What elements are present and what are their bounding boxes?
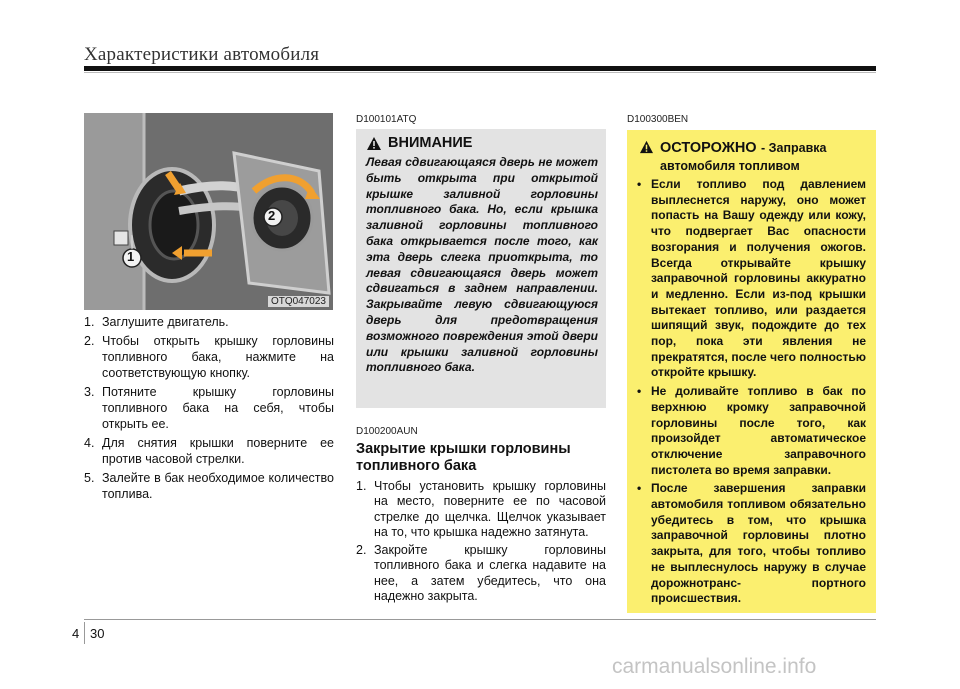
- caution-heading: [637, 139, 866, 173]
- closing-code: D100200AUN: [356, 426, 418, 437]
- list-item: [84, 435, 334, 467]
- warning-triangle-icon: [366, 136, 382, 151]
- warning-title: ВНИМАНИЕ: [388, 135, 473, 151]
- warning-triangle-icon: [639, 140, 654, 154]
- step-text: Закройте крышку горловины топливного бака и слегка надавите на нее, а затем убедитесь, что она надежно закрыта.: [374, 543, 606, 604]
- bullet-text: Не доливайте топливо в бак по верхнюю кромку заправочной горловины после того, как произойдет автоматическое отключение заправочного пистолета во время заправки.: [651, 384, 866, 477]
- photo-code: OTQ047023: [268, 296, 329, 307]
- list-item: [84, 314, 334, 330]
- bullet-text: Если топливо под давлением выплеснется наружу, оно может попасть на Вашу одежду или кожу, что подвергает Вас опасности возгорания и получения ожогов. Всегда открывайте крышку заправочной горловины аккуратно и медленно. Если из-под крышки вытекает топливо, или раздается шипящий звук, подождите до тех пор, пока эти явления не прекратятся, после чего полностью откройте крышку.: [651, 177, 866, 380]
- step-text: Потяните крышку горловины топливного бака на себя, чтобы открыть ее.: [102, 385, 334, 431]
- list-item: [84, 384, 334, 432]
- closing-steps-list: [356, 479, 606, 607]
- list-item: [356, 543, 606, 604]
- list-item: [84, 470, 334, 502]
- step-number: 5.: [84, 471, 95, 485]
- step-text: Чтобы установить крышку горловины на место, поверните ее по часовой стрелке до щелчка. Щелчок указывает на то, что крышка надежно затянута.: [374, 479, 606, 539]
- header-rule: [84, 66, 876, 71]
- step-text: Чтобы открыть крышку горловины топливного бака, нажмите на соответствующую кнопку.: [102, 334, 334, 380]
- caution-box: [627, 130, 876, 613]
- bullet-dot: •: [637, 384, 642, 399]
- step-number: 3.: [84, 385, 95, 399]
- footer-divider: [84, 622, 85, 644]
- warning-box: [356, 129, 606, 408]
- list-item: [637, 481, 866, 607]
- step-text: Залейте в бак необходимое количество топлива.: [102, 471, 334, 501]
- page-header-title: Характеристики автомобиля: [84, 44, 320, 65]
- page-number: 30: [90, 626, 105, 641]
- list-item: [84, 333, 334, 381]
- callout-1-label: 1: [127, 249, 135, 264]
- callout-2-label: 2: [268, 208, 276, 223]
- warning-text: Левая сдвигающаяся дверь не может быть открыта при открытой крышке заливной горловины топливного бака. Но, если крышка заливной горловины топливного бака открывается после того, как эта дверь слегка приоткрыта, то левая сдвигающаяся дверь может сдвигаться в заднем направлении. Закрывайте левую сдвигающуюся дверь для предотвращения возможного повреждения этой двери или крышки заливной горловины топливного бака.: [366, 155, 598, 375]
- bullet-dot: •: [637, 177, 642, 191]
- chapter-number: 4: [72, 626, 80, 641]
- list-item: [637, 384, 866, 478]
- caution-subtitle-1: - Заправка: [761, 141, 827, 155]
- step-number: 1.: [84, 315, 95, 329]
- step-number: 1.: [356, 479, 367, 493]
- list-item: [637, 177, 866, 381]
- warning-heading: [366, 135, 598, 151]
- closing-section-title: Закрытие крышки горловины топливного бака: [356, 441, 571, 474]
- list-item: [356, 479, 606, 540]
- caution-bullets: [637, 177, 866, 607]
- bullet-dot: •: [637, 481, 642, 496]
- step-number: 4.: [84, 436, 95, 450]
- watermark: carmanualsonline.info: [612, 655, 817, 678]
- caution-code: D100300BEN: [627, 114, 689, 125]
- step-text: Для снятия крышки поверните ее против часовой стрелки.: [102, 436, 334, 466]
- fuel-door-photo: [84, 113, 333, 310]
- fuel-door-illustration: [84, 113, 333, 310]
- warning-code: D100101ATQ: [356, 114, 417, 125]
- header-rule-light: [84, 72, 876, 73]
- caution-subtitle-2: автомобиля топливом: [660, 159, 800, 173]
- step-number: 2.: [84, 334, 95, 348]
- bullet-text: После завершения заправки автомобиля топливом обязательно убедитесь в том, что крышка заправочной горловины плотно закрыта, для того, чтобы топливо не выплеснулось наружу в случае дорожнотранс- портного происшествия.: [651, 481, 866, 606]
- step-number: 2.: [356, 543, 367, 558]
- footer-rule: [84, 619, 876, 620]
- step-text: Заглушите двигатель.: [102, 315, 229, 329]
- open-steps-list: [84, 314, 334, 505]
- caution-title: ОСТОРОЖНО: [660, 140, 757, 156]
